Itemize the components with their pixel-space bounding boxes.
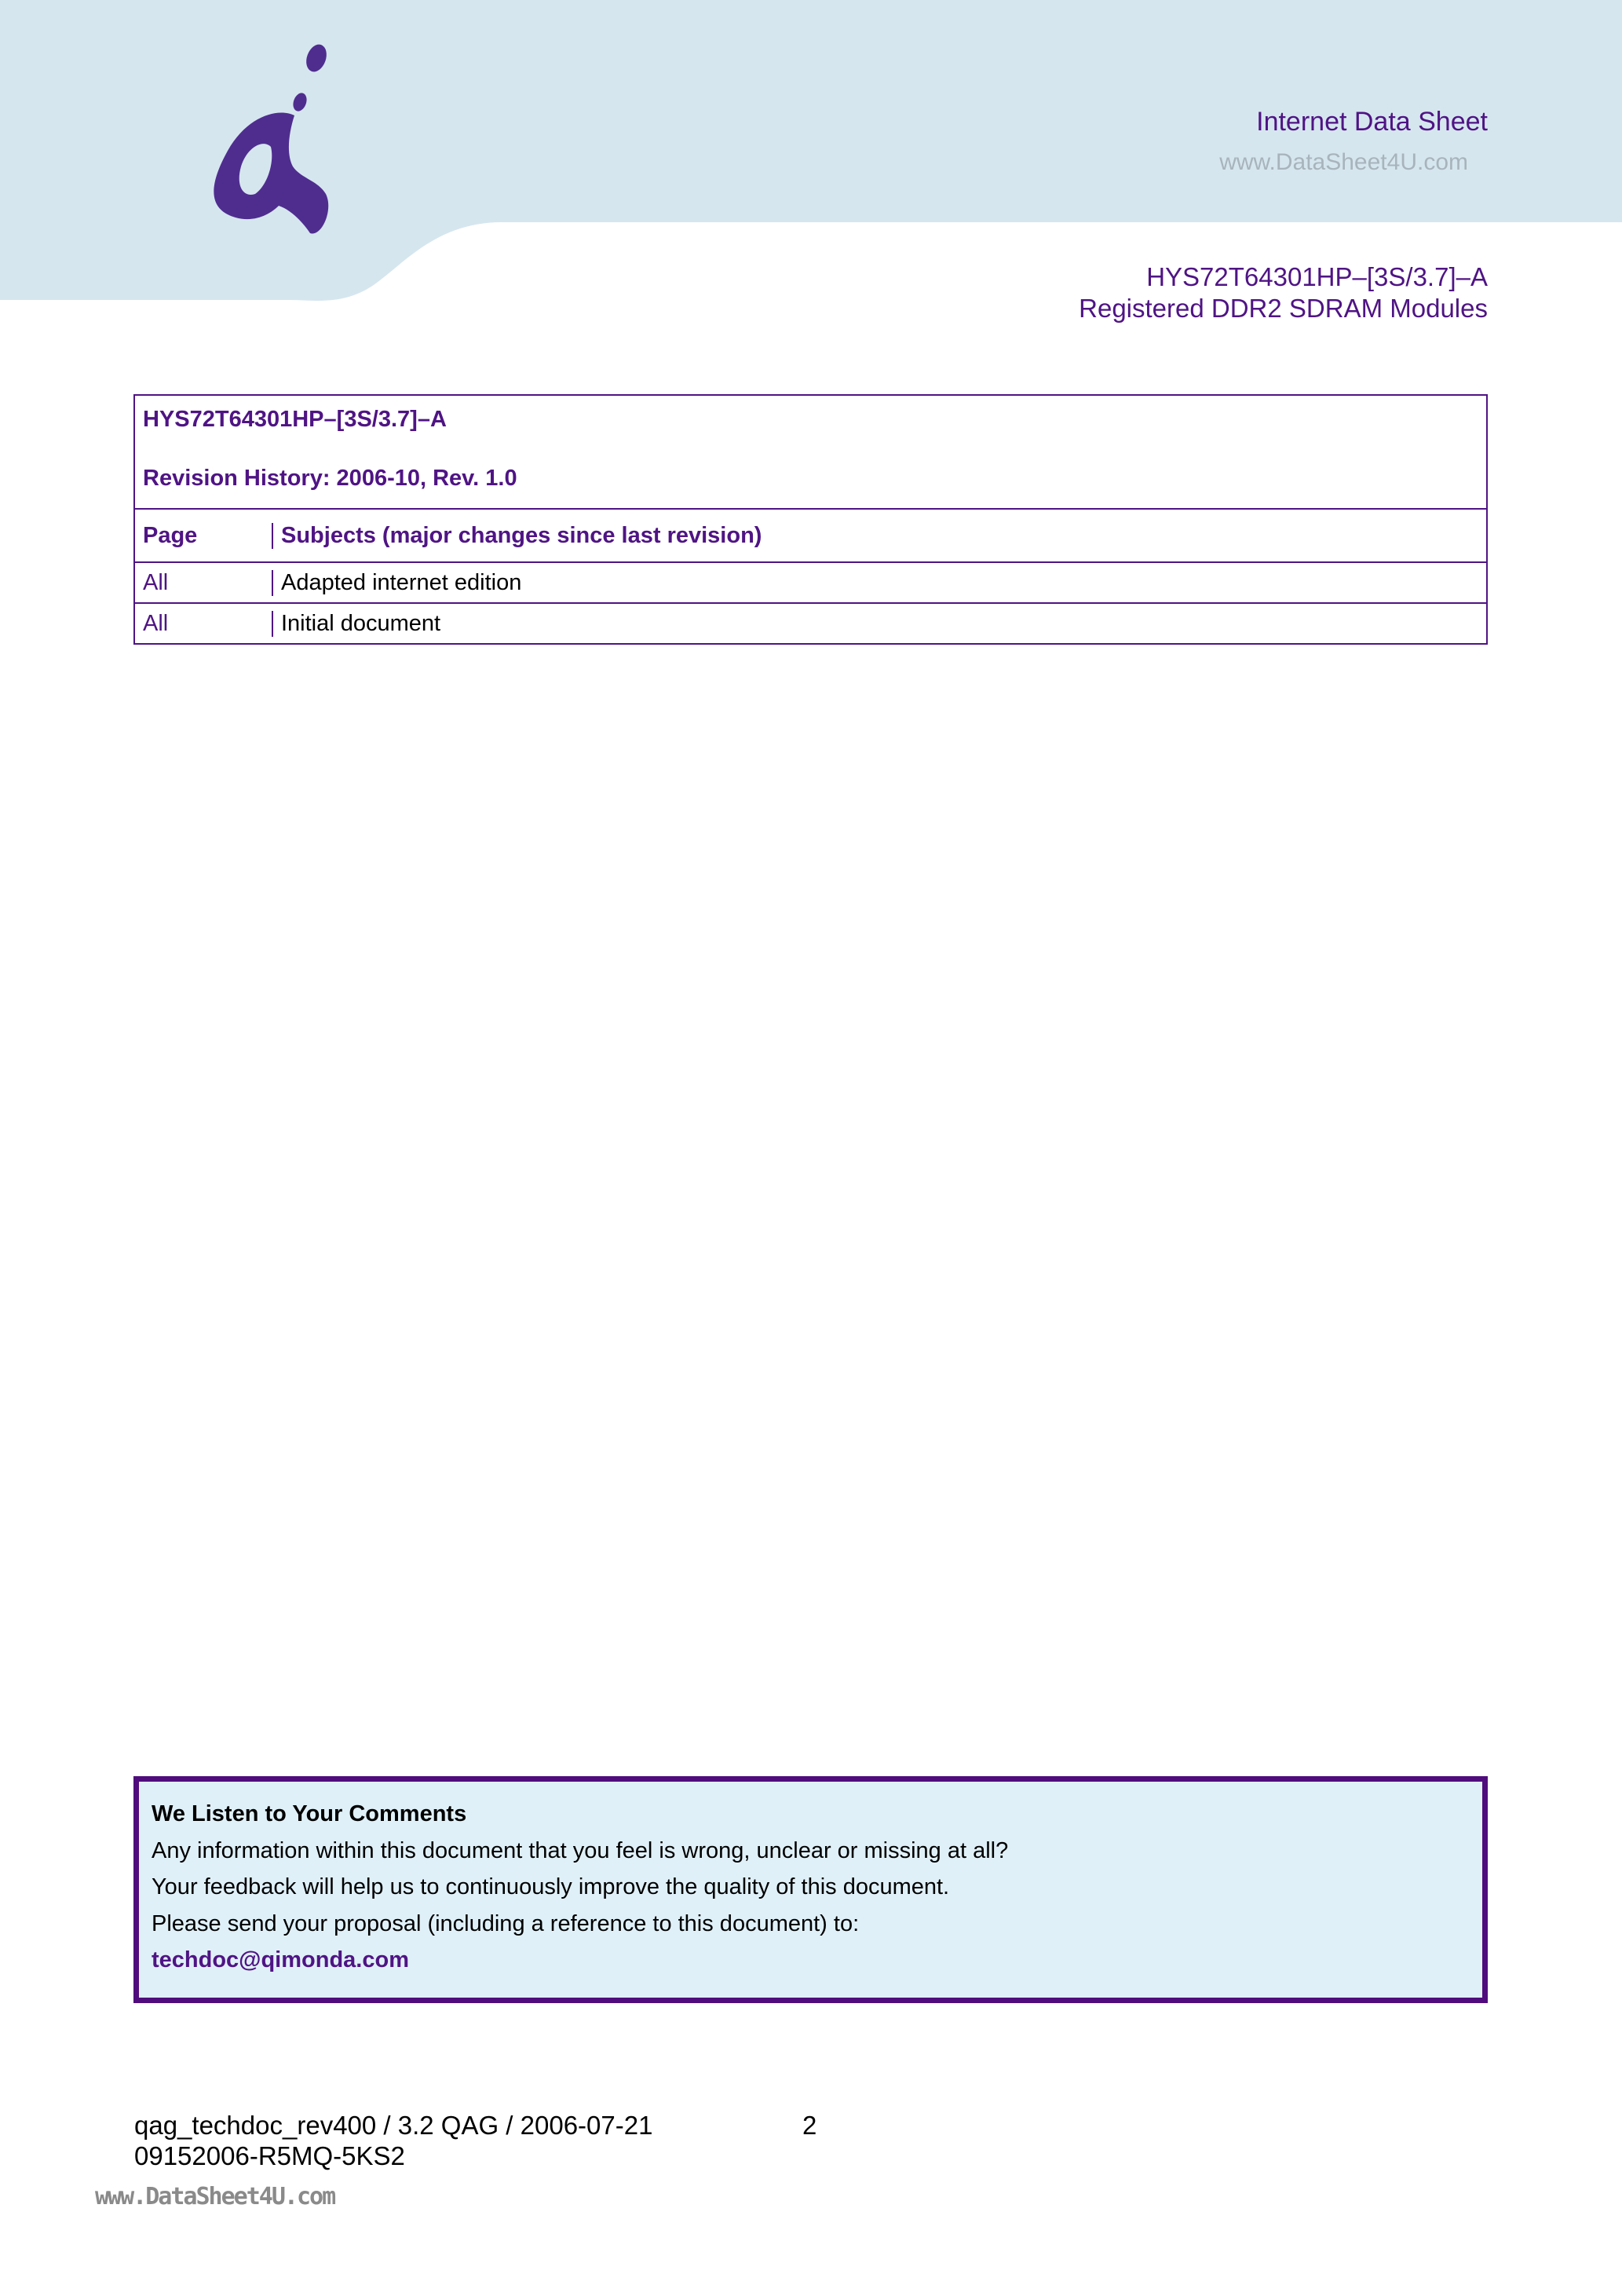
table-title: HYS72T64301HP–[3S/3.7]–A — [143, 407, 447, 432]
footer-doc-code: 09152006-R5MQ-5KS2 — [134, 2141, 405, 2170]
cell-page: All — [135, 611, 273, 637]
part-number: HYS72T64301HP–[3S/3.7]–A — [1146, 262, 1488, 291]
doc-type-label: Internet Data Sheet — [1256, 107, 1488, 137]
watermark-bottom: www.DataSheet4U.com — [95, 2183, 335, 2210]
comments-line: Your feedback will help us to continuously improve the quality of this document. — [152, 1874, 950, 1899]
cell-page: All — [135, 570, 273, 596]
table-row — [135, 604, 1486, 643]
cell-subject: Adapted internet edition — [281, 569, 522, 595]
comments-line: Please send your proposal (including a reference to this document) to: — [152, 1910, 860, 1936]
comments-line: Any information within this document that you feel is wrong, unclear or missing at all? — [152, 1837, 1009, 1863]
column-header-subjects: Subjects (major changes since last revision) — [281, 522, 762, 548]
page-number: 2 — [802, 2111, 817, 2140]
comments-heading: We Listen to Your Comments — [152, 1801, 467, 1826]
qimonda-logo-icon — [200, 41, 338, 237]
table-row — [135, 563, 1486, 604]
comments-box — [133, 1776, 1488, 2003]
revision-history-table — [133, 394, 1488, 645]
product-title: Registered DDR2 SDRAM Modules — [1079, 294, 1488, 323]
cell-subject: Initial document — [281, 610, 441, 636]
email-link[interactable]: techdoc@qimonda.com — [152, 1947, 409, 1972]
table-header-row — [135, 510, 1486, 563]
watermark-top: www.DataSheet4U.com — [1219, 149, 1468, 175]
revision-history: Revision History: 2006-10, Rev. 1.0 — [143, 466, 517, 491]
column-header-page: Page — [135, 523, 273, 549]
footer-doc-ref: qag_techdoc_rev400 / 3.2 QAG / 2006-07-21 — [134, 2111, 653, 2140]
